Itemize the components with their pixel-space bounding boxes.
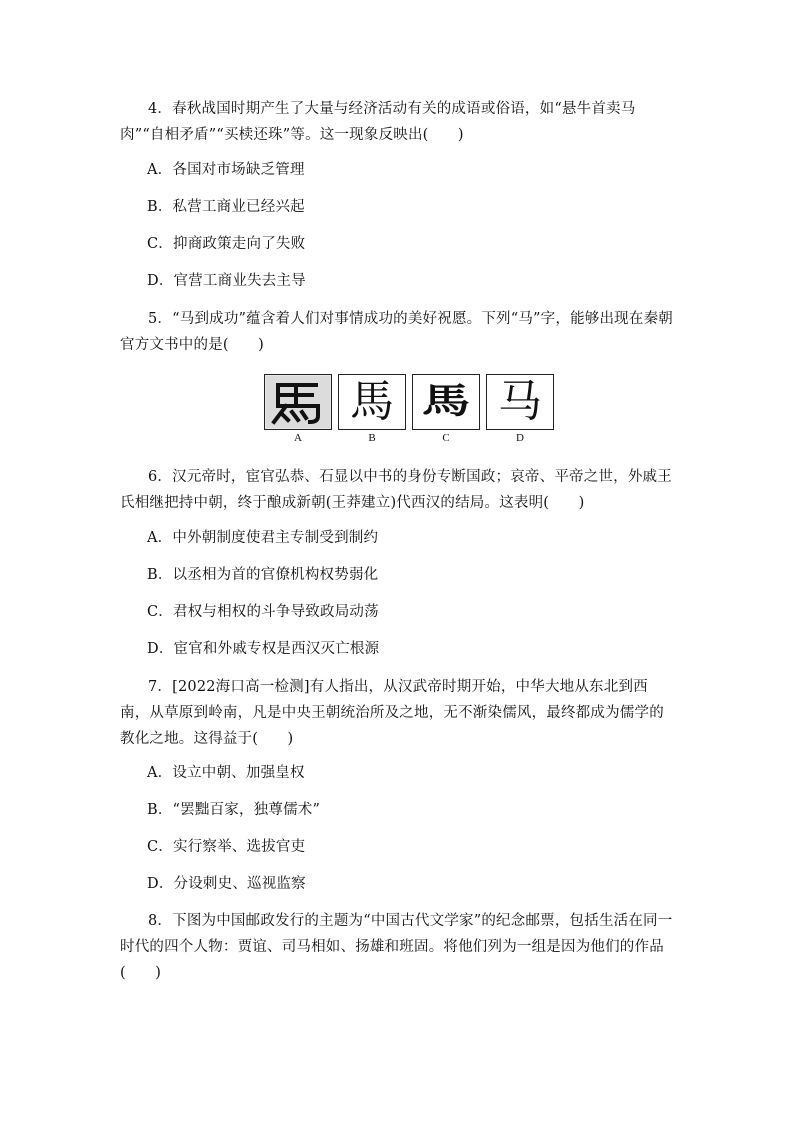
question-4-stem: 4．春秋战国时期产生了大量与经济活动有关的成语或俗语，如“悬牛首卖马肉”“自相矛盾”“买椟还珠”等。这一现象反映出( ) — [120, 101, 636, 143]
figure-option-c — [412, 374, 480, 430]
question-6-option-c: C．君权与相权的斗争导致政局动荡 — [147, 604, 379, 620]
figure-glyph-d: 马 — [498, 376, 542, 427]
question-7-option-a: A．设立中朝、加强皇权 — [147, 765, 305, 781]
figure-option-a — [264, 374, 332, 430]
question-7-option-d: D．分设刺史、巡视监察 — [147, 876, 306, 892]
question-4-option-c: C．抑商政策走向了失败 — [147, 236, 306, 252]
figure-glyph-b: 馬 — [350, 376, 394, 427]
figure-label-b: B — [368, 432, 376, 444]
question-4-option-a: A．各国对市场缺乏管理 — [147, 162, 305, 178]
seal-script-horse-icon — [266, 376, 330, 428]
figure-label-d: D — [516, 432, 524, 444]
figure-label-c: C — [442, 432, 450, 444]
figure-glyph-c: 馬 — [421, 381, 471, 422]
question-6-stem: 6．汉元帝时，宦官弘恭、石显以中书的身份专断国政；哀帝、平帝之世，外戚王氏相继把持中朝，终于酿成新朝(王莽建立)代西汉的结局。这表明( ) — [120, 469, 672, 511]
figure-label-a: A — [294, 432, 302, 444]
question-7-option-b: B．“罢黜百家，独尊儒术” — [147, 802, 321, 818]
figure-option-b — [338, 374, 406, 430]
question-7-option-c: C．实行察举、选拔官吏 — [147, 839, 306, 855]
question-6-option-d: D．宦官和外戚专权是西汉灭亡根源 — [147, 641, 380, 657]
question-6-option-a: A．中外朝制度使君主专制受到制约 — [147, 530, 379, 546]
question-4-option-b: B．私营工商业已经兴起 — [147, 199, 305, 215]
question-7-stem: 7．[2022海口高一检测]有人指出，从汉武帝时期开始，中华大地从东北到西南，从草原到岭南，凡是中央王朝统治所及之地，无不渐染儒风，最终都成为儒学的教化之地。这得益于( ) — [120, 679, 664, 747]
horse-character-figure — [264, 374, 542, 444]
question-5-stem: 5．“马到成功”蕴含着人们对事情成功的美好祝愿。下列“马”字，能够出现在秦朝官方文书中的是( ) — [120, 311, 673, 353]
question-6-option-b: B．以丞相为首的官僚机构权势弱化 — [147, 567, 379, 583]
question-8-stem: 8．下图为中国邮政发行的主题为“中国古代文学家”的纪念邮票，包括生活在同一时代的四个人物：贾谊、司马相如、扬雄和班固。将他们列为一组是因为他们的作品( ) — [120, 913, 673, 981]
figure-option-d — [486, 374, 554, 430]
question-4-option-d: D．官营工商业失去主导 — [147, 273, 306, 289]
